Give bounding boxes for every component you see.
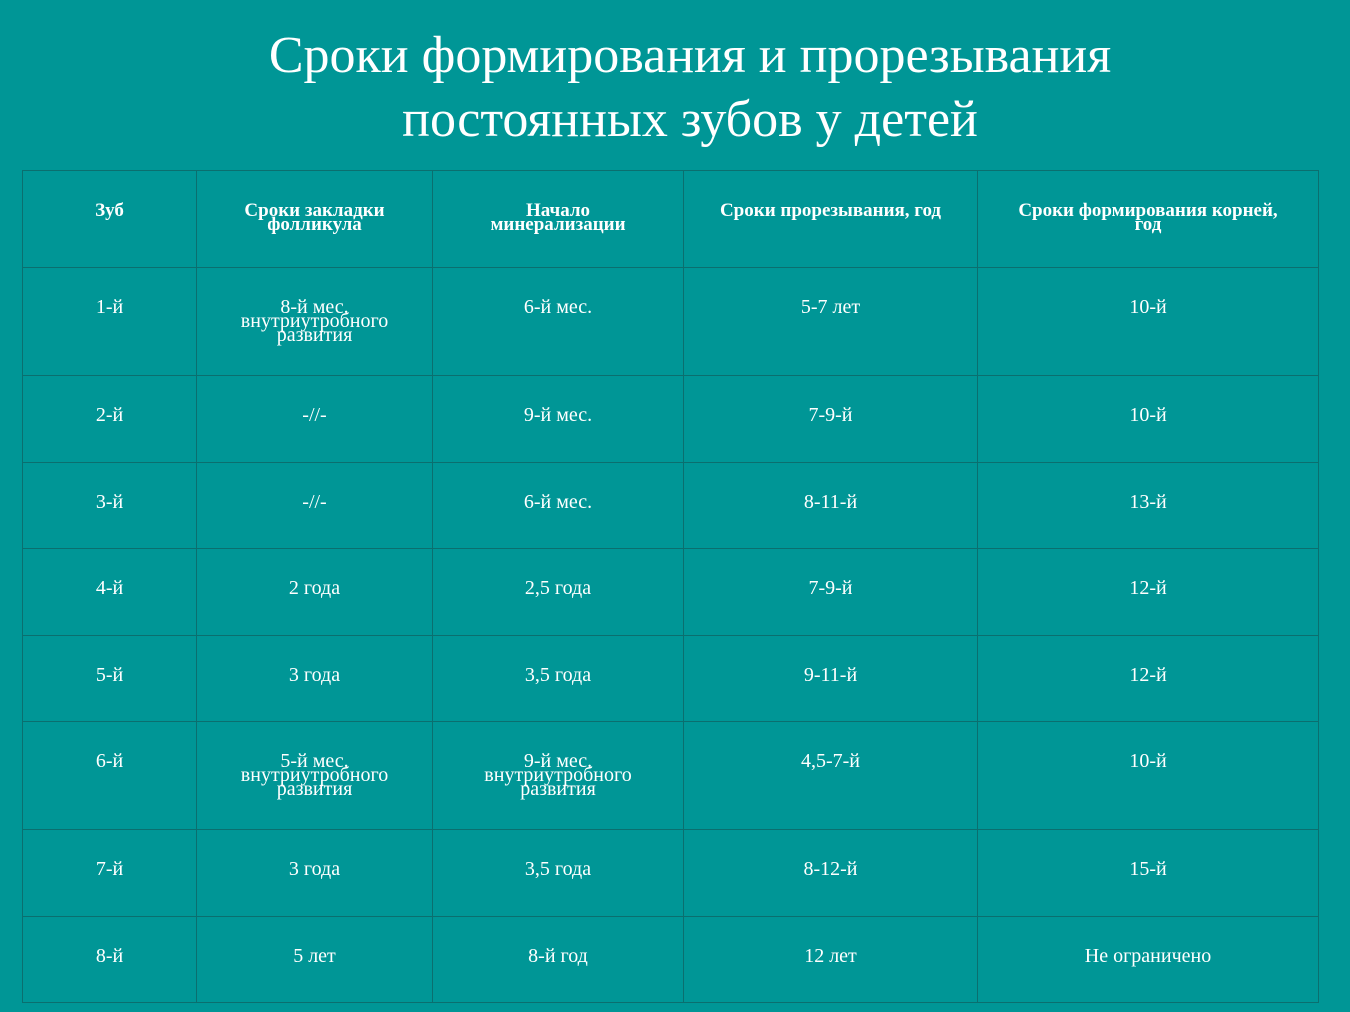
table-cell: 8-й мес. внутриутробного развития (197, 268, 433, 376)
table-cell: 2-й (23, 376, 197, 463)
table-cell: 10-й (978, 722, 1319, 830)
table-cell: 10-й (978, 268, 1319, 376)
table-cell: 9-11-й (684, 635, 978, 722)
table-cell: 13-й (978, 462, 1319, 549)
table-cell: 3,5 года (433, 635, 684, 722)
table-cell: 5-й мес. внутриутробного развития (197, 722, 433, 830)
table-cell: 3 года (197, 830, 433, 917)
table-cell: 10-й (978, 376, 1319, 463)
table-cell: 3,5 года (433, 830, 684, 917)
header-tooth: Зуб (23, 171, 197, 268)
table-cell: 4,5-7-й (684, 722, 978, 830)
table-cell: 3-й (23, 462, 197, 549)
table-cell: 1-й (23, 268, 197, 376)
header-eruption-timing: Сроки прорезывания, год (684, 171, 978, 268)
table-cell: 6-й (23, 722, 197, 830)
table-cell: -//- (197, 376, 433, 463)
table-cell: 6-й мес. (433, 268, 684, 376)
table-cell: 4-й (23, 549, 197, 636)
table-cell: 5-й (23, 635, 197, 722)
table-cell: 8-11-й (684, 462, 978, 549)
table-cell: 9-й мес. (433, 376, 684, 463)
table-cell: 9-й мес. внутриутробного развития (433, 722, 684, 830)
table-cell: 8-й год (433, 916, 684, 1003)
title-line-2: постоянных зубов у детей (402, 91, 978, 148)
table-cell: -//- (197, 462, 433, 549)
header-root-formation: Сроки формирования корней, год (978, 171, 1319, 268)
table-row (23, 376, 1319, 463)
table-cell: 7-й (23, 830, 197, 917)
table-row (23, 549, 1319, 636)
table-cell: 2,5 года (433, 549, 684, 636)
table-cell: 7-9-й (684, 549, 978, 636)
table-cell: 15-й (978, 830, 1319, 917)
table-cell: 7-9-й (684, 376, 978, 463)
table-row (23, 462, 1319, 549)
table-cell: 6-й мес. (433, 462, 684, 549)
table-row (23, 268, 1319, 376)
table-cell: 2 года (197, 549, 433, 636)
table-cell: 12-й (978, 635, 1319, 722)
table-header-row (23, 171, 1319, 268)
header-follicle-timing: Сроки закладки фолликула (197, 171, 433, 268)
table-cell: Не ограничено (978, 916, 1319, 1003)
table-cell: 8-12-й (684, 830, 978, 917)
table-cell: 8-й (23, 916, 197, 1003)
header-mineralization-start: Начало минерализации (433, 171, 684, 268)
table-cell: 5-7 лет (684, 268, 978, 376)
slide-title (0, 24, 1350, 152)
table-row (23, 916, 1319, 1003)
table-cell: 3 года (197, 635, 433, 722)
table-cell: 12 лет (684, 916, 978, 1003)
table-cell: 12-й (978, 549, 1319, 636)
table-row (23, 722, 1319, 830)
table-row (23, 635, 1319, 722)
table-row (23, 830, 1319, 917)
title-line-1: Сроки формирования и прорезывания (268, 27, 1112, 84)
table-cell: 5 лет (197, 916, 433, 1003)
teeth-table (22, 170, 1319, 1003)
